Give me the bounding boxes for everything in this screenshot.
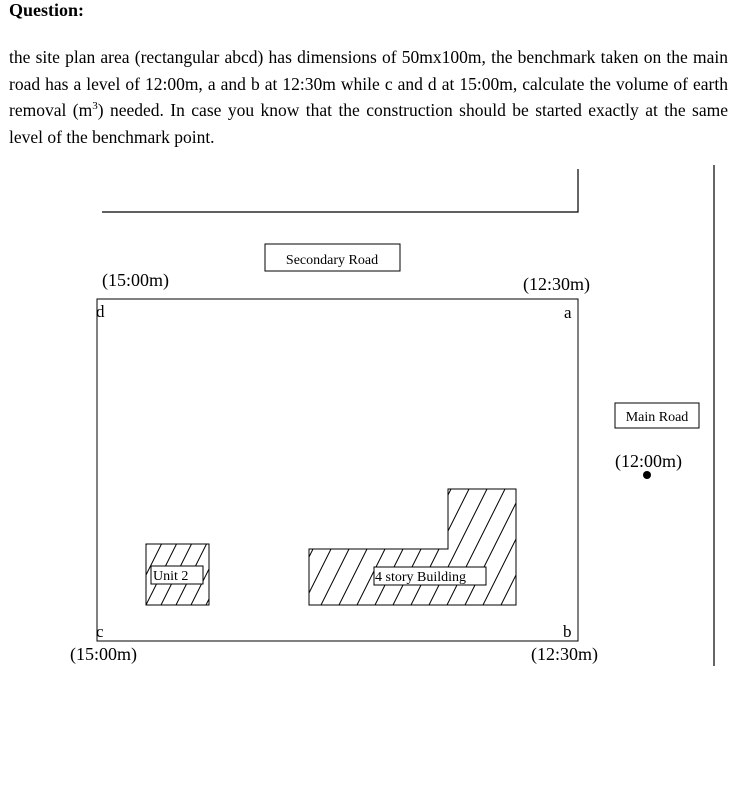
question-text-part1: the site plan area (rectangular abcd) has dimensions of 50mx100m, the benchmark taken on the main road has a level of 12:00m, a and b at 12:30m while c and d at 15:00m, calculate the volume of earth removal (m: [9, 47, 728, 120]
corner-d-letter: d: [96, 302, 105, 321]
benchmark-point: [643, 471, 651, 479]
secondary-road-label: Secondary Road: [285, 253, 379, 268]
unit2-block: [116, 525, 246, 605]
building-label: 4 story Building: [375, 570, 467, 585]
question-text-part2: ) needed. In case you know that the construction should be started exactly at the same level of the benchmark point.: [9, 100, 728, 147]
question-heading: Question:: [9, 0, 85, 20]
cubic-superscript: 3: [92, 100, 98, 113]
corner-b-level: (12:30m): [531, 644, 598, 664]
corner-b-letter: b: [563, 622, 572, 641]
building-block: [285, 485, 561, 605]
main-road-label: Main Road: [625, 410, 689, 425]
corner-c-level: (15:00m): [70, 644, 137, 664]
unit2-label: Unit 2: [153, 569, 189, 584]
corner-c-letter: c: [96, 622, 104, 641]
secondary-road-edge: [102, 169, 578, 212]
corner-a-letter: a: [564, 303, 572, 322]
benchmark-level: (12:00m): [615, 451, 682, 471]
corner-d-level: (15:00m): [102, 270, 169, 290]
corner-a-level: (12:30m): [523, 274, 590, 294]
